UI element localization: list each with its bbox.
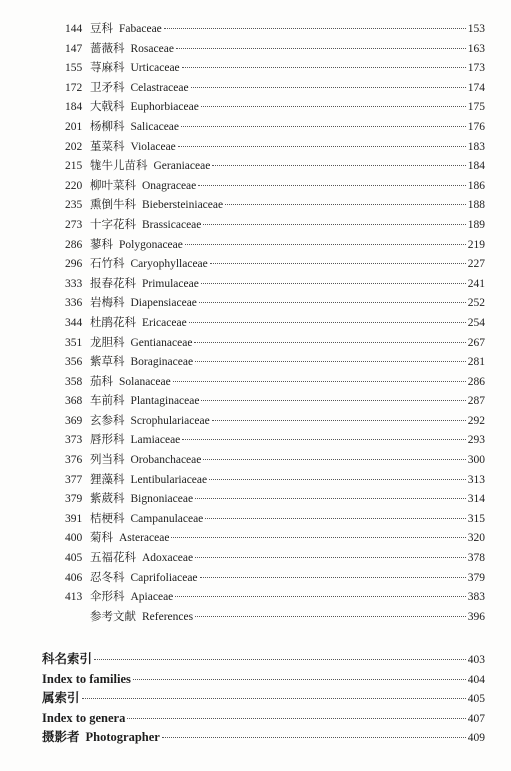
toc-entry <box>65 275 485 295</box>
dot-leader <box>191 87 466 88</box>
toc-entry <box>65 431 485 451</box>
toc-entry-references <box>65 608 485 628</box>
family-chinese-name: 大戟科 <box>90 101 125 114</box>
page-number: 403 <box>467 654 485 666</box>
family-number: 351 <box>65 336 83 349</box>
dot-leader <box>182 439 465 440</box>
index-label: 科名索引 <box>42 652 93 666</box>
dot-leader <box>162 737 466 738</box>
dot-leader <box>210 263 466 264</box>
family-chinese-name: 石竹科 <box>90 258 125 271</box>
family-latin-name: Solanaceae <box>119 375 171 388</box>
page-number: 409 <box>467 732 485 745</box>
page-number: 405 <box>467 693 485 706</box>
family-number: 344 <box>65 316 83 329</box>
page-number: 254 <box>467 316 485 329</box>
page-number: 173 <box>467 62 485 75</box>
toc-entry <box>65 334 485 354</box>
family-chinese-name: 堇菜科 <box>90 140 125 153</box>
page-number: 189 <box>467 218 485 231</box>
dot-leader <box>94 659 466 660</box>
dot-leader <box>171 537 465 538</box>
family-latin-name: Bignoniaceae <box>130 493 194 506</box>
family-latin-name: Apiaceae <box>130 591 174 604</box>
page-number: 241 <box>467 277 485 290</box>
page-number: 188 <box>467 199 485 212</box>
toc-entry <box>65 40 485 60</box>
dot-leader <box>182 67 466 68</box>
toc-entry <box>65 451 485 471</box>
family-chinese-name: 狸藻科 <box>90 473 125 486</box>
family-chinese-name: 五福花科 <box>90 552 136 565</box>
family-latin-name: Boraginaceae <box>130 356 194 369</box>
family-chinese-name: 豆科 <box>90 23 113 35</box>
index-entry <box>42 670 485 690</box>
family-chinese-name: 报春花科 <box>90 277 136 290</box>
dot-leader <box>205 518 465 519</box>
family-latin-name: Lentibulariaceae <box>130 473 208 486</box>
family-number: 358 <box>65 375 83 388</box>
index-label-english: Photographer <box>85 730 160 745</box>
family-number: 144 <box>65 23 83 35</box>
family-number: 333 <box>65 277 83 290</box>
dot-leader <box>133 679 466 680</box>
family-latin-name: Celastraceae <box>130 81 189 94</box>
dot-leader <box>201 106 466 107</box>
family-chinese-name: 唇形科 <box>90 434 125 447</box>
toc-entry <box>65 294 485 314</box>
family-chinese-name: 列当科 <box>90 454 125 467</box>
dot-leader <box>176 48 466 49</box>
dot-leader <box>195 616 466 617</box>
page-number: 300 <box>467 454 485 467</box>
family-chinese-name: 菊科 <box>90 532 113 545</box>
dot-leader <box>201 400 465 401</box>
family-number: 155 <box>65 62 83 75</box>
family-chinese-name: 桔梗科 <box>90 512 125 525</box>
family-number: 147 <box>65 42 83 55</box>
index-entry <box>42 728 485 748</box>
family-latin-name: Biebersteiniaceae <box>142 199 224 212</box>
dot-leader <box>195 361 466 362</box>
toc-entry <box>65 510 485 530</box>
references-latin-label: References <box>142 610 194 623</box>
index-label: Index to families <box>42 671 131 686</box>
toc-entry <box>65 196 485 216</box>
family-number: 215 <box>65 160 83 173</box>
toc-entry <box>65 79 485 99</box>
page-number: 267 <box>467 336 485 349</box>
family-number: 201 <box>65 120 83 133</box>
dot-leader <box>195 557 466 558</box>
family-chinese-name: 蓼科 <box>90 238 113 251</box>
family-latin-name: Rosaceae <box>130 42 174 55</box>
family-chinese-name: 玄参科 <box>90 414 125 427</box>
family-number: 413 <box>65 591 83 604</box>
toc-entry <box>65 236 485 256</box>
family-number: 391 <box>65 512 83 525</box>
dot-leader <box>198 185 465 186</box>
index-entry <box>42 709 485 729</box>
page-number: 227 <box>467 258 485 271</box>
index-section <box>42 650 485 748</box>
family-number: 376 <box>65 454 83 467</box>
toc-entry <box>65 118 485 138</box>
family-latin-name: Campanulaceae <box>130 512 204 525</box>
family-latin-name: Euphorbiaceae <box>130 101 199 114</box>
family-number: 368 <box>65 395 83 408</box>
family-chinese-name: 岩梅科 <box>90 297 125 310</box>
family-latin-name: Urticaceae <box>130 62 180 75</box>
index-entry <box>42 650 485 670</box>
family-latin-name: Diapensiaceae <box>130 297 197 310</box>
family-latin-name: Onagraceae <box>142 179 197 192</box>
toc-entry <box>65 59 485 79</box>
family-number: 373 <box>65 434 83 447</box>
page-number: 315 <box>467 512 485 525</box>
toc-entry <box>65 314 485 334</box>
family-chinese-name: 牻牛儿苗科 <box>90 160 148 173</box>
family-number: 406 <box>65 571 83 584</box>
page-number: 287 <box>467 395 485 408</box>
family-number: 405 <box>65 552 83 565</box>
family-chinese-name: 忍冬科 <box>90 571 125 584</box>
page-number: 313 <box>467 473 485 486</box>
family-latin-name: Primulaceae <box>142 277 199 290</box>
family-latin-name: Salicaceae <box>130 120 180 133</box>
family-chinese-name: 车前科 <box>90 395 125 408</box>
page-number: 184 <box>467 160 485 173</box>
family-number: 377 <box>65 473 83 486</box>
family-number: 202 <box>65 140 83 153</box>
family-number: 296 <box>65 258 83 271</box>
toc-entry <box>65 392 485 412</box>
family-number: 235 <box>65 199 83 212</box>
family-number: 220 <box>65 179 83 192</box>
toc-entry <box>65 353 485 373</box>
references-chinese-label: 参考文献 <box>90 610 136 623</box>
index-entry <box>42 689 485 709</box>
page-number: 176 <box>467 120 485 133</box>
dot-leader <box>209 479 466 480</box>
dot-leader <box>225 204 466 205</box>
page-number: 153 <box>467 23 485 35</box>
page-number: 292 <box>467 414 485 427</box>
family-latin-name: Orobanchaceae <box>130 454 202 467</box>
family-number: 273 <box>65 218 83 231</box>
family-number: 356 <box>65 356 83 369</box>
family-latin-name: Ericaceae <box>142 316 187 329</box>
toc-entry <box>65 216 485 236</box>
page-number: 163 <box>467 42 485 55</box>
toc-entry <box>65 471 485 491</box>
family-chinese-name: 杨柳科 <box>90 120 125 133</box>
dot-leader <box>203 459 465 460</box>
dot-leader <box>195 498 466 499</box>
toc-entry <box>65 549 485 569</box>
page-number: 219 <box>467 238 485 251</box>
dot-leader <box>199 302 466 303</box>
toc-entry <box>65 529 485 549</box>
dot-leader <box>201 283 466 284</box>
toc-entry <box>65 373 485 393</box>
family-chinese-name: 卫矛科 <box>90 81 125 94</box>
toc-entry <box>65 412 485 432</box>
dot-leader <box>212 420 466 421</box>
family-chinese-name: 荨麻科 <box>90 62 125 75</box>
toc-entry <box>65 20 485 40</box>
dot-leader <box>127 718 465 719</box>
toc-entry <box>65 157 485 177</box>
family-latin-name: Plantaginaceae <box>130 395 200 408</box>
toc-entry <box>65 569 485 589</box>
family-number: 286 <box>65 238 83 251</box>
page-number: 378 <box>467 552 485 565</box>
dot-leader <box>164 28 466 29</box>
page-number: 314 <box>467 493 485 506</box>
family-chinese-name: 紫草科 <box>90 356 125 369</box>
family-chinese-name: 蔷薇科 <box>90 42 125 55</box>
page-number: 379 <box>467 571 485 584</box>
family-latin-name: Asteraceae <box>119 532 170 545</box>
family-latin-name: Caryophyllaceae <box>130 258 208 271</box>
dot-leader <box>82 698 466 699</box>
family-latin-name: Polygonaceae <box>119 238 183 251</box>
page-number: 183 <box>467 140 485 153</box>
family-chinese-name: 杜鹃花科 <box>90 316 136 329</box>
family-chinese-name: 伞形科 <box>90 591 125 604</box>
dot-leader <box>200 577 466 578</box>
family-latin-name: Fabaceae <box>119 23 162 35</box>
toc-entry <box>65 588 485 608</box>
toc-entry <box>65 255 485 275</box>
index-label: 属索引 <box>42 691 80 706</box>
family-latin-name: Scrophulariaceae <box>130 414 210 427</box>
family-latin-name: Violaceae <box>130 140 176 153</box>
family-latin-name: Gentianaceae <box>130 336 193 349</box>
toc-entry <box>65 138 485 158</box>
family-number: 184 <box>65 101 83 114</box>
family-number: 369 <box>65 414 83 427</box>
dot-leader <box>185 244 466 245</box>
page-number: 186 <box>467 179 485 192</box>
page-number: 174 <box>467 81 485 94</box>
page-number: 175 <box>467 101 485 114</box>
family-latin-name: Caprifoliaceae <box>130 571 198 584</box>
family-number: 379 <box>65 493 83 506</box>
family-chinese-name: 十字花科 <box>90 218 136 231</box>
family-chinese-name: 紫葳科 <box>90 493 125 506</box>
page-number: 404 <box>467 673 485 686</box>
dot-leader <box>203 224 465 225</box>
dot-leader <box>194 342 465 343</box>
family-latin-name: Brassicaceae <box>142 218 202 231</box>
toc-entry <box>65 177 485 197</box>
page-number: 383 <box>467 591 485 604</box>
page-number: 281 <box>467 356 485 369</box>
page-number: 252 <box>467 297 485 310</box>
page-number: 293 <box>467 434 485 447</box>
page-number: 407 <box>467 712 485 725</box>
family-latin-name: Geraniaceae <box>153 160 211 173</box>
family-list <box>65 20 485 627</box>
dot-leader <box>173 381 466 382</box>
index-label: Index to genera <box>42 710 126 725</box>
index-label: 摄影者 <box>42 730 80 745</box>
family-latin-name: Adoxaceae <box>142 552 194 565</box>
toc-entry <box>65 98 485 118</box>
family-latin-name: Lamiaceae <box>130 434 181 447</box>
dot-leader <box>175 596 465 597</box>
page-number: 320 <box>467 532 485 545</box>
dot-leader <box>212 165 465 166</box>
dot-leader <box>189 322 466 323</box>
family-chinese-name: 茄科 <box>90 375 113 388</box>
dot-leader <box>178 146 466 147</box>
family-number: 336 <box>65 297 83 310</box>
family-number: 400 <box>65 532 83 545</box>
family-chinese-name: 柳叶菜科 <box>90 179 136 192</box>
page-number: 396 <box>467 610 485 623</box>
family-chinese-name: 龙胆科 <box>90 336 125 349</box>
family-chinese-name: 熏倒牛科 <box>90 199 136 212</box>
toc-entry <box>65 490 485 510</box>
dot-leader <box>181 126 466 127</box>
family-number: 172 <box>65 81 83 94</box>
page-number: 286 <box>467 375 485 388</box>
